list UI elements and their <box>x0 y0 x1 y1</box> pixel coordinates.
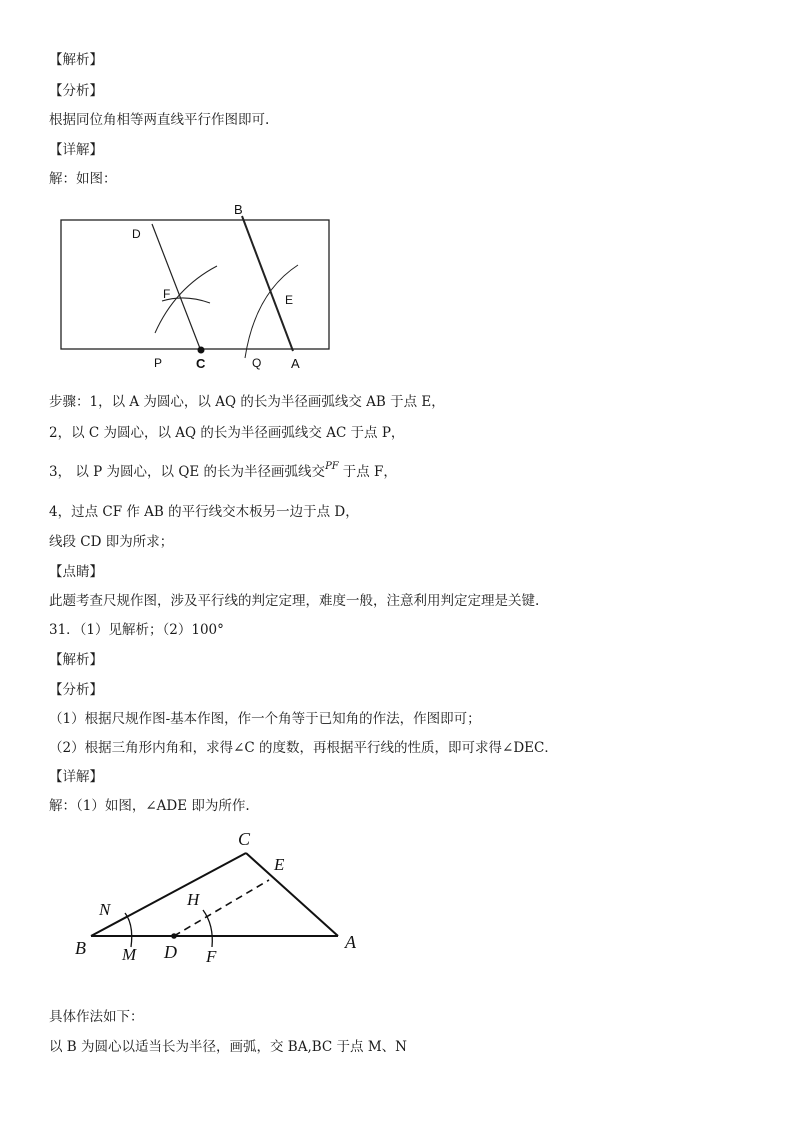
step-5: 线段 CD 即为所求； <box>49 534 174 550</box>
tag-analysis-2: 【解析】 <box>49 652 103 668</box>
label-a2: A <box>345 932 356 952</box>
label-n2: N <box>99 900 111 919</box>
step-4: 4，过点 CF 作 AB 的平行线交木板另一边于点 D， <box>49 504 359 520</box>
label-h2: H <box>187 890 200 909</box>
label-d2: D <box>164 942 177 962</box>
step-3 <box>49 463 397 483</box>
question-31-answer: 31．（1）见解析；（2）100° <box>49 622 224 638</box>
label-a: A <box>291 356 300 371</box>
tag-detail-1: 【详解】 <box>49 142 103 158</box>
figure-triangle-construction <box>66 825 376 970</box>
method-step-1: 以 B 为圆心以适当长为半径，画弧，交 BA,BC 于点 M、N <box>49 1039 407 1055</box>
step-3-inline-label: PF <box>325 461 339 472</box>
step-3-tail: 于点 F， <box>342 464 397 480</box>
fenxi-2-part-1: （1）根据尺规作图-基本作图，作一个角等于已知角的作法，作图即可； <box>49 711 481 727</box>
tag-detail-2: 【详解】 <box>49 769 103 785</box>
step-3-text: 3， 以 P 为圆心，以 QE 的长为半径画弧线交 <box>49 464 326 480</box>
board-rectangle <box>61 220 329 349</box>
label-c: C <box>196 356 206 371</box>
label-m2: M <box>122 945 137 964</box>
fenxi-2-part-2: （2）根据三角形内角和，求得∠C 的度数，再根据平行线的性质，即可求得∠DEC． <box>49 740 558 756</box>
side-bc <box>91 853 246 936</box>
label-f2: F <box>206 947 217 966</box>
side-ca <box>246 853 338 936</box>
comment-text-1: 此题考查尺规作图，涉及平行线的判定定理，难度一般，注意利用判定定理是关键. <box>49 593 540 609</box>
segment-cd <box>152 224 201 351</box>
label-e2: E <box>274 855 285 874</box>
tag-fenxi-2: 【分析】 <box>49 682 103 698</box>
tag-comment-1: 【点睛】 <box>49 564 103 580</box>
label-q: Q <box>252 356 262 370</box>
label-c2: C <box>238 829 251 849</box>
point-c-dot <box>198 347 205 354</box>
method-title: 具体作法如下： <box>49 1009 144 1025</box>
step-2: 2，以 C 为圆心，以 AQ 的长为半径画弧线交 AC 于点 P， <box>49 425 405 441</box>
tag-fenxi-1: 【分析】 <box>49 83 103 99</box>
tag-analysis-1: 【解析】 <box>49 52 103 68</box>
label-d: D <box>132 227 141 241</box>
fenxi-text-1: 根据同位角相等两直线平行作图即可. <box>49 112 270 128</box>
figure-board-construction <box>55 198 345 378</box>
label-b: B <box>234 202 243 217</box>
label-b2: B <box>75 938 86 958</box>
step-1: 步骤：1，以 A 为圆心，以 AQ 的长为半径画弧线交 AB 于点 E， <box>49 394 445 410</box>
label-e: E <box>285 293 294 307</box>
segment-ab <box>242 216 293 351</box>
solution-intro-2: 解：（1）如图，∠ADE 即为所作. <box>49 798 250 814</box>
point-d-dot <box>171 933 177 939</box>
solution-intro-1: 解：如图： <box>49 171 117 187</box>
label-f: F <box>163 287 171 301</box>
label-p: P <box>154 356 163 370</box>
